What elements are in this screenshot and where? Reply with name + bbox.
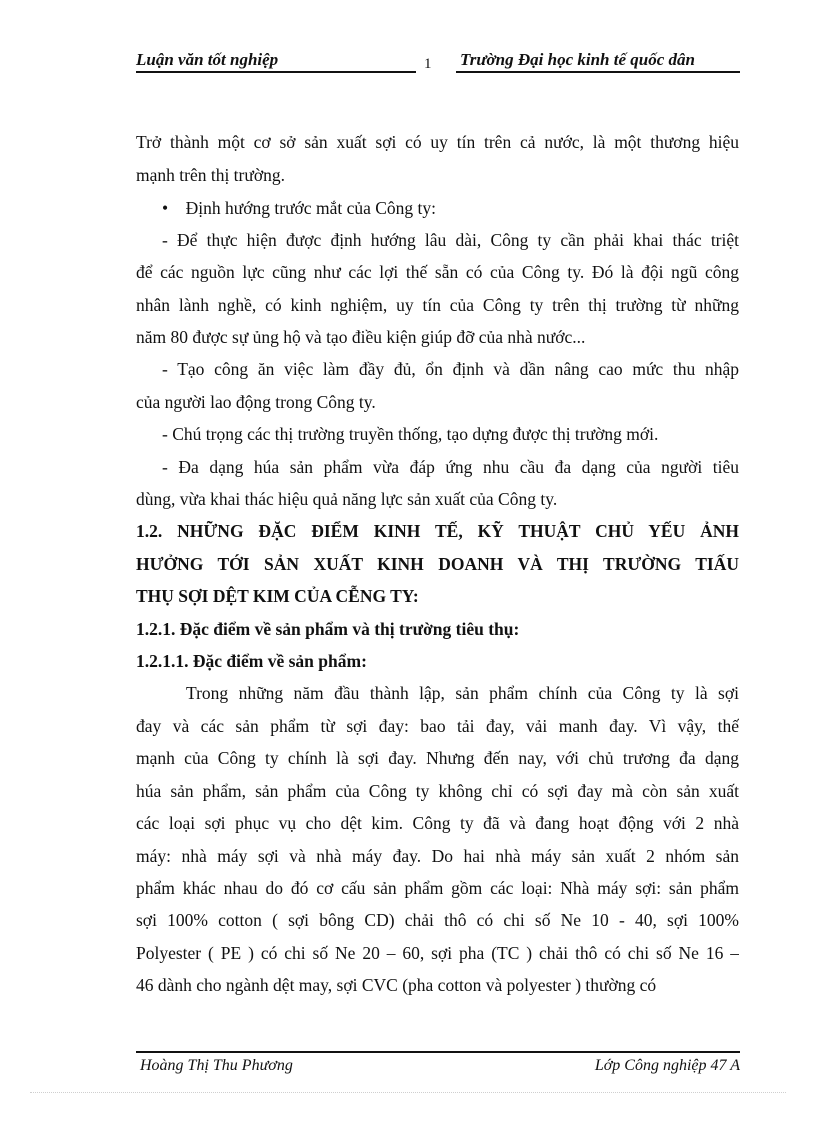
section-heading: THỤ SỢI DỆT KIM CỦA CỄNG TY: xyxy=(136,586,419,606)
body-line: của người lao động trong Công ty. xyxy=(136,392,376,412)
dash-item: - Chú trọng các thị trường truyền thống, tạo dựng được thị trường mới. xyxy=(162,424,659,444)
body-line: để các nguồn lực cũng như các lợi thế sẵn có của Công ty. Đó là đội ngũ công xyxy=(136,262,739,282)
page-bottom-dotted-line xyxy=(30,1092,786,1093)
section-heading: 1.2. NHỮNG ĐẶC ĐIỂM KINH TẾ, KỸ THUẬT CHỦ YẾU ẢNH xyxy=(136,521,739,541)
header-university-label: Trường Đại học kinh tế quốc dân xyxy=(456,50,740,73)
dash-item: - Tạo công ăn việc làm đầy đủ, ổn định và dần nâng cao mức thu nhập xyxy=(162,359,739,379)
body-line: mạnh trên thị trường. xyxy=(136,165,285,185)
footer-class: Lớp Công nghiệp 47 A xyxy=(594,1057,740,1074)
section-heading: HƯỞNG TỚI SẢN XUẤT KINH DOANH VÀ THỊ TRƯỜNG TIẤU xyxy=(136,554,739,574)
body-line: năm 80 được sự ủng hộ và tạo điều kiện giúp đỡ của nhà nước... xyxy=(136,327,586,347)
body-line: sợi 100% cotton ( sợi bông CD) chải thô có chi số Ne 10 - 40, sợi 100% xyxy=(136,910,739,930)
body-line: Polyester ( PE ) có chi số Ne 20 – 60, sợi pha (TC ) chải thô có chi số Ne 16 – xyxy=(136,943,739,963)
bullet-icon: • xyxy=(162,198,169,218)
dash-item: - Để thực hiện được định hướng lâu dài, Công ty cần phải khai thác triệt xyxy=(162,230,739,250)
header-thesis-label: Luận văn tốt nghiệp xyxy=(136,50,416,73)
body-line: đay và các sản phẩm từ sợi đay: bao tải đay, vải manh đay. Vì vậy, thế xyxy=(136,716,739,736)
body-line: máy: nhà máy sợi và nhà máy đay. Do hai nhà máy sản xuất 2 nhóm sản xyxy=(136,846,739,866)
body-line: mạnh của Công ty chính là sợi đay. Nhưng đến nay, với chủ trương đa dạng xyxy=(136,748,739,768)
body-line: Trong những năm đầu thành lập, sản phẩm chính của Công ty là sợi xyxy=(186,683,739,703)
subsection-heading: 1.2.1. Đặc điểm về sản phẩm và thị trường tiêu thụ: xyxy=(136,619,520,639)
body-line: các loại sợi phục vụ cho dệt kim. Công ty đã và đang hoạt động với 2 nhà xyxy=(136,813,739,833)
body-line: nhân lành nghề, có kinh nghiệm, uy tín của Công ty trên thị trường từ những xyxy=(136,295,739,315)
footer-divider xyxy=(136,1051,740,1053)
body-line: phẩm khác nhau do đó cơ cấu sản phẩm gồm các loại: Nhà máy sợi: sản phẩm xyxy=(136,878,739,898)
footer-author: Hoàng Thị Thu Phương xyxy=(140,1057,293,1074)
body-line: dùng, vừa khai thác hiệu quả năng lực sản xuất của Công ty. xyxy=(136,489,558,509)
dash-item: - Đa dạng húa sản phẩm vừa đáp ứng nhu cầu đa dạng của người tiêu xyxy=(162,457,739,477)
page-number: 1 xyxy=(424,56,432,72)
body-line: húa sản phẩm, sản phẩm của Công ty không chỉ có sợi đay mà còn sản xuất xyxy=(136,781,739,801)
bullet-item xyxy=(162,198,739,219)
bullet-text: Định hướng trước mắt của Công ty: xyxy=(185,198,436,218)
body-line: 46 dành cho ngành dệt may, sợi CVC (pha cotton và polyester ) thường có xyxy=(136,975,657,995)
subsubsection-heading: 1.2.1.1. Đặc điểm về sản phẩm: xyxy=(136,651,367,671)
body-line: Trở thành một cơ sở sản xuất sợi có uy tín trên cả nước, là một thương hiệu xyxy=(136,132,739,152)
